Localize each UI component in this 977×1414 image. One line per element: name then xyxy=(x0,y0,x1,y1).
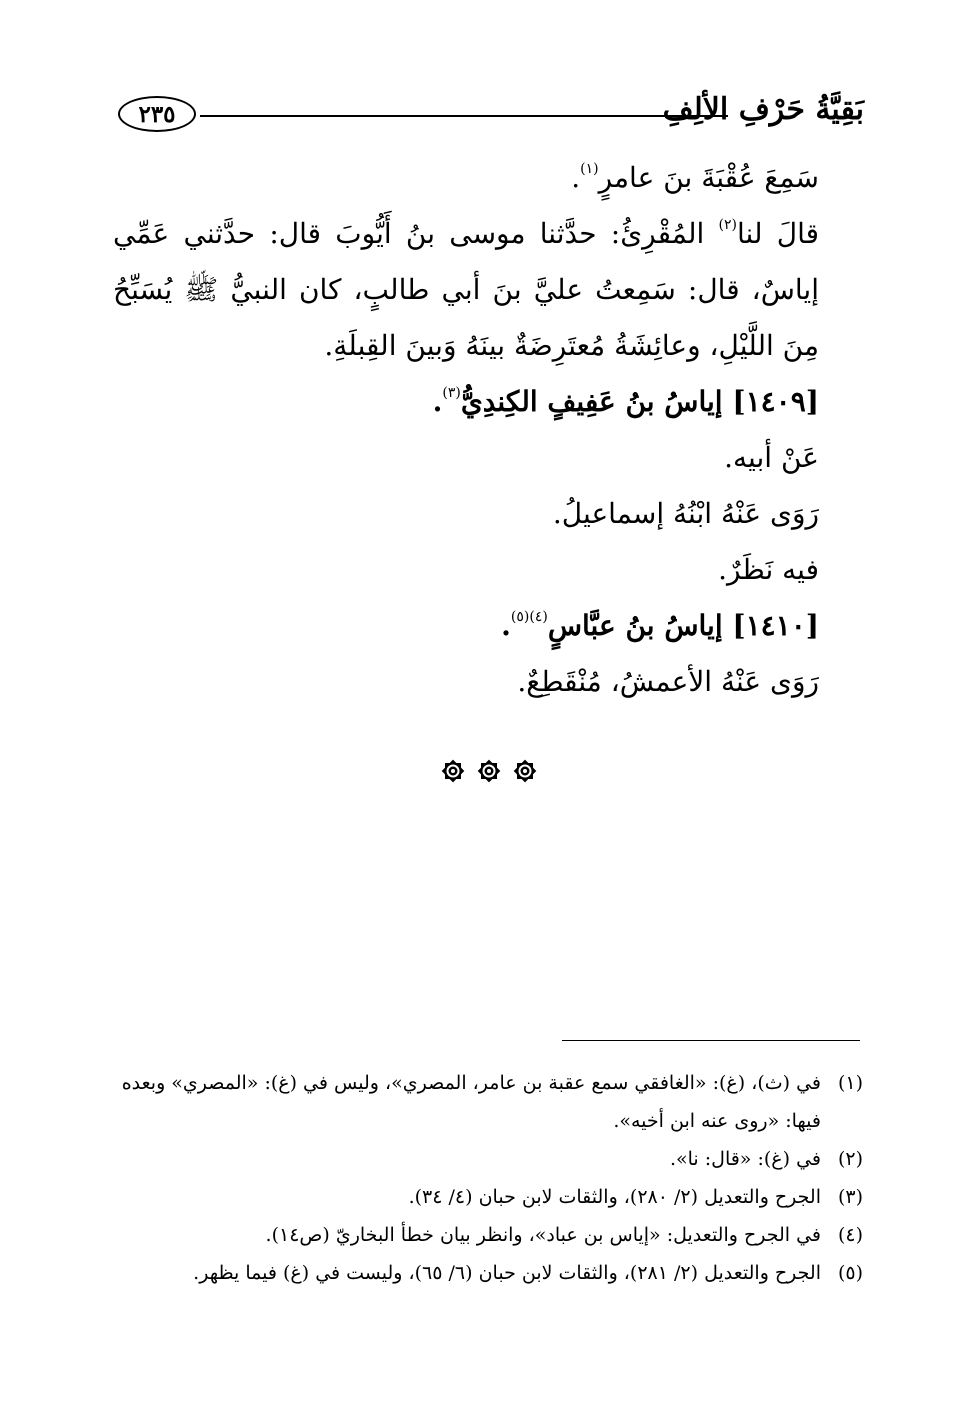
entry-heading-1409: [١٤٠٩] إياسُ بنُ عَفِيفٍ الكِندِيُّ$^{(٣)}$. xyxy=(432,385,819,418)
footnote-separator xyxy=(562,1040,860,1041)
page-number: ٢٣٥ xyxy=(118,96,196,132)
eight-point-star-ornament-icon xyxy=(440,758,466,784)
entry-heading-1410: [١٤١٠] إياسُ بنُ عبَّاسٍ$^{(٤)(٥)}$. xyxy=(501,609,819,642)
running-header xyxy=(118,88,864,140)
text-line: رَوَى عَنْهُ ابْنُهُ إسماعيلُ. xyxy=(552,497,819,530)
text-line: سَمِعَ عُقْبَةَ بنَ عامرٍ$^{(١)}$. xyxy=(571,161,819,194)
footnote-text: الجرح والتعديل (٢/ ٢٨١)، والثقات لابن حبان (٦/ ٦٥)، وليست في (غ) فيما يظهر. xyxy=(193,1262,821,1284)
footnote-ref: (٣) xyxy=(442,385,461,401)
footnote-text: في (غ): «قال: نا». xyxy=(669,1148,821,1170)
footnote-number: (٥) xyxy=(837,1262,863,1284)
footnote-number: (٢) xyxy=(837,1148,863,1170)
footnotes xyxy=(113,1064,863,1292)
text-paragraph: قالَ لنا$^{(٢)}$ المُقْرِئُ: حدَّثنا موسى بنُ أَيُّوبَ قال: حدَّثني عَمِّي إياسٌ، قال: سَمِعتُ عليَّ بنَ أبي طالبٍ، كان النبيُّ ﷺ يُسَبِّحُ مِنَ اللَّيْلِ، وعائِشَةُ مُعتَرِضَةٌ بينَهُ وَبينَ القِبلَةِ. xyxy=(113,217,819,362)
footnote xyxy=(113,1140,863,1178)
footnote xyxy=(113,1254,863,1292)
header-rule xyxy=(200,115,728,117)
footnote-number: (٣) xyxy=(837,1186,863,1208)
text-line: عَنْ أبيه. xyxy=(724,441,819,474)
eight-point-star-ornament-icon xyxy=(476,758,502,784)
section-ornaments xyxy=(0,758,977,784)
footnote-text: الجرح والتعديل (٢/ ٢٨٠)، والثقات لابن حبان (٤/ ٣٤). xyxy=(408,1186,821,1208)
footnote xyxy=(113,1216,863,1254)
footnote-number: (٤) xyxy=(837,1224,863,1246)
footnote xyxy=(113,1178,863,1216)
eight-point-star-ornament-icon xyxy=(512,758,538,784)
footnote-ref: (١) xyxy=(580,161,599,177)
text-line: رَوَى عَنْهُ الأعمشُ، مُنْقَطِعٌ. xyxy=(517,665,819,698)
text-line: فيه نَظَرٌ. xyxy=(718,553,819,586)
footnote-text: في (ث)، (غ): «الغافقي سمع عقبة بن عامر، المصري»، وليس في (غ): «المصري» وبعده فيها: «روى عنه ابن أخيه». xyxy=(121,1072,821,1132)
footnote-ref: (٢) xyxy=(718,217,737,233)
running-title: بَقِيَّةُ حَرْفِ الألِفِ xyxy=(662,92,864,127)
footnote-number: (١) xyxy=(837,1072,863,1094)
footnote xyxy=(113,1064,863,1140)
footnote-text: في الجرح والتعديل: «إياس بن عباد»، وانظر بيان خطأ البخاريّ (ص١٤). xyxy=(265,1224,821,1246)
footnote-ref: (٤)(٥) xyxy=(510,609,548,625)
main-text xyxy=(113,150,863,710)
